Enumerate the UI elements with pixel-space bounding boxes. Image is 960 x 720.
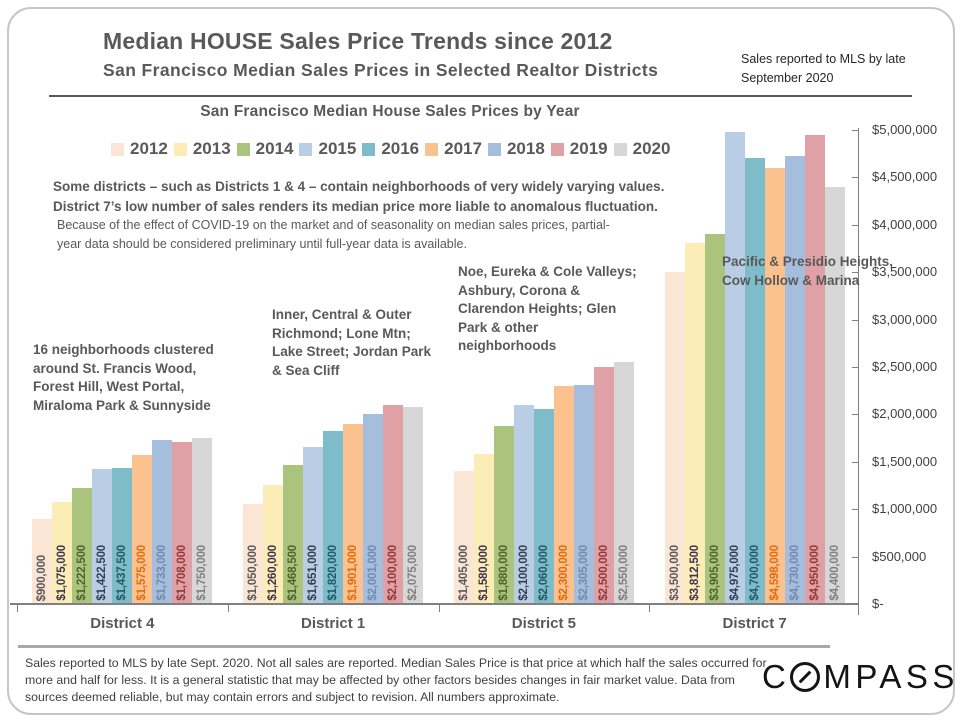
bar-value-label: $1,050,000 [247, 545, 260, 601]
x-axis-label-district-5: District 5 [511, 615, 576, 632]
bar-value-label: $2,100,000 [517, 545, 530, 601]
bar-2017 [765, 168, 785, 604]
legend-item-2017 [425, 139, 482, 159]
bar-value-label: $2,500,000 [597, 545, 610, 601]
bar-2013 [52, 502, 72, 604]
bar-2012 [32, 519, 52, 604]
bar-value-label: $1,750,000 [196, 545, 209, 601]
bar-2020 [192, 438, 212, 604]
bar-value-label: $1,422,500 [96, 545, 109, 601]
x-axis-line [10, 603, 858, 605]
bar-2017 [343, 424, 363, 604]
y-axis-line [858, 128, 859, 615]
bar-value-label: $2,060,000 [537, 545, 550, 601]
compass-logo [762, 658, 959, 696]
bar-2019 [594, 367, 614, 604]
bar-2016 [745, 158, 765, 604]
logo-letters: MPASS [823, 658, 959, 695]
legend-item-2013 [174, 139, 231, 159]
legend-item-2012 [111, 139, 168, 159]
legend-item-2019 [551, 139, 608, 159]
bar-value-label: $1,260,000 [267, 545, 280, 601]
legend-swatch-2015 [299, 143, 312, 156]
bar-value-label: $4,950,000 [808, 545, 821, 601]
y-axis-tick-label: $3,500,000 [872, 264, 938, 280]
page-subtitle: San Francisco Median Sales Prices in Selected Realtor Districts [103, 60, 659, 80]
y-axis-tick-label: $1,500,000 [872, 453, 938, 469]
compass-slashed-o-icon [790, 662, 820, 692]
footer-divider [18, 645, 830, 648]
bar-2015 [725, 132, 745, 604]
district-variability-note [53, 177, 733, 216]
bar-value-label: $3,905,000 [708, 545, 721, 601]
bar-value-label: $1,901,000 [347, 545, 360, 601]
legend-label-2017: 2017 [444, 139, 482, 158]
bar-value-label: $1,468,500 [287, 545, 300, 601]
legend-label-2018: 2018 [506, 139, 545, 158]
legend-label-2014: 2014 [255, 139, 294, 158]
logo-letter: C [762, 658, 791, 695]
bar-value-label: $2,300,000 [557, 545, 570, 601]
bar-value-label: $3,500,000 [668, 545, 681, 601]
bar-value-label: $1,222,500 [76, 545, 89, 601]
x-axis-label-district-1: District 1 [301, 615, 366, 632]
bar-group-district-5 [454, 362, 634, 604]
bar-value-label: $1,651,000 [307, 545, 320, 601]
chart-legend [111, 139, 672, 159]
bar-2017 [132, 455, 152, 604]
bar-2014 [72, 488, 92, 604]
district-note-3: Pacific & Presidio Heights, Cow Hollow & Marina [722, 254, 894, 288]
y-axis-tick [852, 177, 858, 178]
bar-2017 [554, 386, 574, 604]
x-axis-tick [858, 604, 859, 612]
bar-value-label: $4,700,000 [748, 545, 761, 601]
legend-swatch-2014 [237, 143, 250, 156]
bar-value-label: $1,580,000 [477, 545, 490, 601]
y-axis-tick-label: $2,500,000 [872, 359, 938, 374]
bar-2020 [614, 362, 634, 604]
page-title: Median HOUSE Sales Price Trends since 2012 [103, 28, 613, 54]
annotation-line: Some districts – such as Districts 1 & 4 – contain neighborhoods of very widely varying values. [53, 179, 665, 194]
legend-swatch-2012 [111, 143, 124, 156]
bar-2018 [152, 440, 172, 604]
bar-value-label: $2,100,000 [387, 545, 400, 601]
legend-label-2012: 2012 [130, 139, 168, 158]
y-axis-tick-label: $4,500,000 [872, 169, 938, 185]
legend-item-2018 [488, 139, 545, 159]
bar-2013 [474, 454, 494, 604]
bar-group-district-1 [243, 405, 423, 604]
bar-2020 [403, 407, 423, 604]
x-axis-tick [439, 604, 440, 612]
bar-2019 [805, 135, 825, 604]
bar-2020 [825, 187, 845, 604]
y-axis-tick-label: $- [872, 596, 884, 611]
bar-2019 [383, 405, 403, 604]
bar-value-label: $3,812,500 [688, 545, 701, 601]
bar-value-label: $1,733,000 [156, 545, 169, 601]
bar-value-label: $4,730,000 [788, 545, 801, 601]
y-axis-tick-label: $500,000 [872, 548, 927, 564]
mls-report-note: Sales reported to MLS by late September 2020 [741, 52, 906, 85]
bar-value-label: $2,075,000 [407, 545, 420, 601]
y-axis-tick [852, 130, 858, 131]
legend-label-2013: 2013 [192, 139, 231, 158]
bar-2015 [303, 447, 323, 604]
x-axis-label-district-4: District 4 [90, 615, 155, 632]
bar-2019 [172, 442, 192, 604]
bar-value-label: $4,400,000 [828, 545, 841, 601]
bar-2016 [112, 468, 132, 604]
legend-swatch-2020 [614, 143, 627, 156]
legend-label-2020: 2020 [632, 139, 671, 158]
bar-value-label: $1,405,000 [457, 545, 470, 601]
bar-2014 [283, 465, 303, 604]
bar-value-label: $1,880,000 [497, 545, 510, 601]
legend-item-2014 [237, 139, 294, 159]
bar-2018 [574, 385, 594, 604]
legend-item-2020 [614, 139, 671, 159]
bar-2018 [363, 414, 383, 604]
y-axis-tick [852, 557, 858, 558]
y-axis-tick [852, 414, 858, 415]
y-axis-tick-label: $5,000,000 [872, 122, 938, 137]
y-axis-tick-label: $3,000,000 [872, 311, 938, 327]
bar-group-district-7 [665, 132, 845, 604]
bar-2016 [534, 409, 554, 604]
bar-value-label: $2,001,000 [367, 545, 380, 601]
legend-swatch-2019 [551, 143, 564, 156]
bar-value-label: $1,075,000 [56, 545, 69, 601]
annotation-line: District 7’s low number of sales renders its median price more liable to anomalous fluctuation. [53, 198, 658, 214]
y-axis-tick [852, 225, 858, 226]
y-axis-tick-label: $1,000,000 [872, 501, 938, 517]
bar-value-label: $1,437,500 [116, 545, 129, 601]
bar-2015 [514, 405, 534, 604]
legend-item-2015 [299, 139, 356, 159]
legend-swatch-2016 [362, 143, 375, 156]
district-note-0: 16 neighborhoods clustered around St. Francis Wood, Forest Hill, West Portal, Miraloma Park & Sunnyside [33, 342, 214, 413]
bar-2018 [785, 156, 805, 604]
footer-disclaimer: Sales reported to MLS by late Sept. 2020. Not all sales are reported. Median Sales Price is that price at which half the sales occurred for more and half for less. It is a general statistic that may be affected by other factors besides changes in fair market value. Data from sources deemed reliable, but may contain errors and subject to revision. All numbers approximate. [25, 656, 767, 704]
y-axis-tick [852, 320, 858, 321]
x-axis-tick [649, 604, 650, 612]
bar-value-label: $4,598,000 [768, 545, 781, 601]
x-axis-tick [228, 604, 229, 612]
chart-title: San Francisco Median House Sales Prices by Year [200, 103, 580, 120]
legend-label-2015: 2015 [318, 139, 357, 158]
bar-value-label: $1,708,000 [176, 545, 189, 601]
bar-2015 [92, 469, 112, 604]
district-note-1: Inner, Central & Outer Richmond; Lone Mtn; Lake Street; Jordan Park & Sea Cliff [272, 307, 432, 378]
legend-swatch-2018 [488, 143, 501, 156]
legend-swatch-2017 [425, 143, 438, 156]
header-divider [49, 95, 912, 97]
y-axis-tick [852, 367, 858, 368]
bar-2012 [243, 504, 263, 604]
bar-2012 [665, 272, 685, 604]
bar-2014 [494, 426, 514, 604]
bar-2013 [263, 485, 283, 604]
bar-value-label: $1,575,000 [136, 545, 149, 601]
bar-2012 [454, 471, 474, 604]
x-axis-label-district-7: District 7 [722, 615, 787, 632]
legend-swatch-2013 [174, 143, 187, 156]
bar-value-label: $1,820,000 [327, 545, 340, 601]
y-axis-tick-label: $4,000,000 [872, 216, 938, 232]
covid-note: Because of the effect of COVID-19 on the market and of seasonality on median sales prices, partial-year data should be considered preliminary until full-year data is available. [57, 218, 610, 251]
bar-2013 [685, 243, 705, 604]
bar-2016 [323, 431, 343, 604]
bar-group-district-4 [32, 438, 212, 604]
x-axis-tick [17, 604, 18, 612]
bar-value-label: $2,305,000 [577, 545, 590, 601]
legend-item-2016 [362, 139, 419, 159]
legend-label-2016: 2016 [381, 139, 420, 158]
y-axis-tick-label: $2,000,000 [872, 406, 938, 422]
district-note-2: Noe, Eureka & Cole Valleys; Ashbury, Corona & Clarendon Heights; Glen Park & other neighborhoods [458, 264, 637, 353]
legend-label-2019: 2019 [569, 139, 608, 158]
y-axis-tick [852, 462, 858, 463]
y-axis-tick [852, 509, 858, 510]
bar-value-label: $900,000 [36, 554, 49, 601]
bar-value-label: $4,975,000 [728, 545, 741, 601]
bar-value-label: $2,550,000 [617, 545, 630, 601]
